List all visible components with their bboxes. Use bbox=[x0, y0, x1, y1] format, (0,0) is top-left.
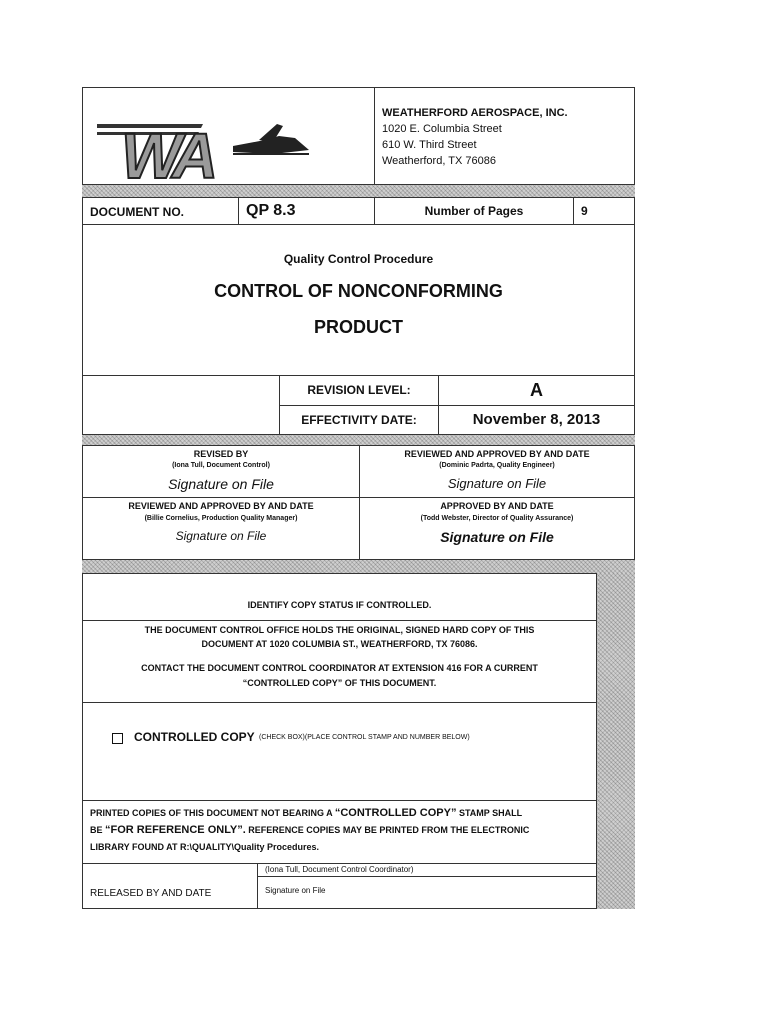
reviewed-1-name: (Dominic Padrta, Quality Engineer) bbox=[439, 462, 555, 469]
logo-cell bbox=[82, 87, 375, 185]
revision-blank-cell bbox=[82, 375, 280, 435]
reviewed-2-signature: Signature on File bbox=[175, 529, 267, 543]
printed-note-2b: “FOR REFERENCE ONLY”. bbox=[105, 824, 246, 836]
controlled-copy-checkbox[interactable] bbox=[112, 733, 123, 744]
doc-number-label: DOCUMENT NO. bbox=[90, 205, 184, 219]
company-name: WEATHERFORD AEROSPACE, INC. bbox=[382, 107, 568, 119]
office-line-2: DOCUMENT AT 1020 COLUMBIA ST., WEATHERFORD, TX 76086. bbox=[201, 639, 478, 649]
released-label-cell bbox=[82, 863, 258, 909]
effectivity-date-value: November 8, 2013 bbox=[472, 411, 601, 428]
revised-by-name: (Iona Tull, Document Control) bbox=[172, 462, 270, 469]
revision-level-value: A bbox=[530, 380, 543, 400]
pages-value: 9 bbox=[581, 204, 588, 218]
printed-note-1a: PRINTED COPIES OF THIS DOCUMENT NOT BEARING A bbox=[90, 808, 335, 818]
address-cell bbox=[374, 87, 635, 185]
company-logo bbox=[83, 88, 374, 184]
contact-line-1: CONTACT THE DOCUMENT CONTROL COORDINATOR AT EXTENSION 416 FOR A CURRENT bbox=[141, 663, 538, 673]
hatch-band-3 bbox=[82, 560, 635, 573]
printed-note-line-1 bbox=[90, 807, 522, 819]
approved-heading: APPROVED BY AND DATE bbox=[440, 501, 554, 511]
printed-note-line-2 bbox=[90, 824, 529, 836]
revision-level-label: REVISION LEVEL: bbox=[307, 383, 411, 397]
identify-cell bbox=[82, 573, 597, 621]
released-name-cell bbox=[257, 863, 597, 877]
revision-level-value-cell bbox=[438, 375, 635, 406]
title-line-1: CONTROL OF NONCONFORMING bbox=[214, 281, 503, 301]
pages-value-cell bbox=[573, 197, 635, 225]
hatch-band-1 bbox=[82, 185, 635, 197]
released-by-name: (Iona Tull, Document Control Coordinator) bbox=[265, 865, 414, 874]
approved-cell bbox=[359, 497, 635, 560]
revision-level-label-cell bbox=[279, 375, 439, 406]
reviewed-1-signature: Signature on File bbox=[447, 476, 547, 491]
printed-note-line-3: LIBRARY FOUND AT R:\QUALITY\Quality Procedures. bbox=[90, 842, 320, 852]
doc-number-label-cell bbox=[82, 197, 239, 225]
approved-signature: Signature on File bbox=[440, 529, 554, 545]
hatch-side-column bbox=[596, 573, 635, 909]
reviewed-1-heading: REVIEWED AND APPROVED BY AND DATE bbox=[404, 449, 590, 459]
printed-note-2c: REFERENCE COPIES MAY BE PRINTED FROM THE ELECTRONIC bbox=[245, 825, 530, 835]
title-line-2: PRODUCT bbox=[314, 317, 403, 337]
identify-copy-status: IDENTIFY COPY STATUS IF CONTROLLED. bbox=[247, 600, 432, 610]
address-line-2: 610 W. Third Street bbox=[382, 139, 477, 151]
reviewed-2-name: (Billie Cornelius, Production Quality Manager) bbox=[144, 515, 298, 522]
controlled-copy-label: CONTROLLED COPY bbox=[134, 730, 255, 744]
reviewed-2-heading: REVIEWED AND APPROVED BY AND DATE bbox=[128, 501, 314, 511]
released-by-label: RELEASED BY AND DATE bbox=[90, 888, 212, 899]
title-cell bbox=[82, 224, 635, 376]
printed-note-1b: “CONTROLLED COPY” bbox=[334, 807, 457, 819]
reviewed-1-cell bbox=[359, 445, 635, 498]
pages-label: Number of Pages bbox=[424, 204, 524, 218]
effectivity-value-cell bbox=[438, 405, 635, 435]
hatch-band-2 bbox=[82, 435, 635, 445]
procedure-type: Quality Control Procedure bbox=[283, 252, 434, 266]
logo-lettering: WA bbox=[121, 120, 213, 184]
doc-number-value: QP 8.3 bbox=[246, 202, 296, 219]
revised-by-heading: REVISED BY bbox=[193, 449, 249, 459]
approved-name: (Todd Webster, Director of Quality Assurance) bbox=[420, 515, 574, 522]
contact-line-2: “CONTROLLED COPY” OF THIS DOCUMENT. bbox=[242, 678, 437, 688]
released-by-signature: Signature on File bbox=[265, 886, 326, 895]
released-signature-cell bbox=[257, 876, 597, 909]
reviewed-2-cell bbox=[82, 497, 360, 560]
printed-note-1c: STAMP SHALL bbox=[456, 808, 523, 818]
address-line-1: 1020 E. Columbia Street bbox=[382, 123, 502, 135]
revised-by-cell bbox=[82, 445, 360, 498]
effectivity-label-cell bbox=[279, 405, 439, 435]
pages-label-cell bbox=[374, 197, 574, 225]
revised-by-signature: Signature on File bbox=[168, 476, 274, 492]
doc-number-value-cell bbox=[238, 197, 375, 225]
controlled-copy-note: (CHECK BOX)(PLACE CONTROL STAMP AND NUMBER BELOW) bbox=[259, 734, 470, 741]
office-line-1: THE DOCUMENT CONTROL OFFICE HOLDS THE ORIGINAL, SIGNED HARD COPY OF THIS bbox=[144, 625, 535, 635]
effectivity-date-label: EFFECTIVITY DATE: bbox=[301, 413, 417, 427]
office-cell bbox=[82, 620, 597, 703]
address-city: Weatherford, TX 76086 bbox=[382, 155, 496, 167]
printed-note-2a: BE bbox=[90, 825, 106, 835]
printed-note-cell bbox=[82, 800, 597, 864]
controlled-copy-cell bbox=[82, 702, 597, 801]
